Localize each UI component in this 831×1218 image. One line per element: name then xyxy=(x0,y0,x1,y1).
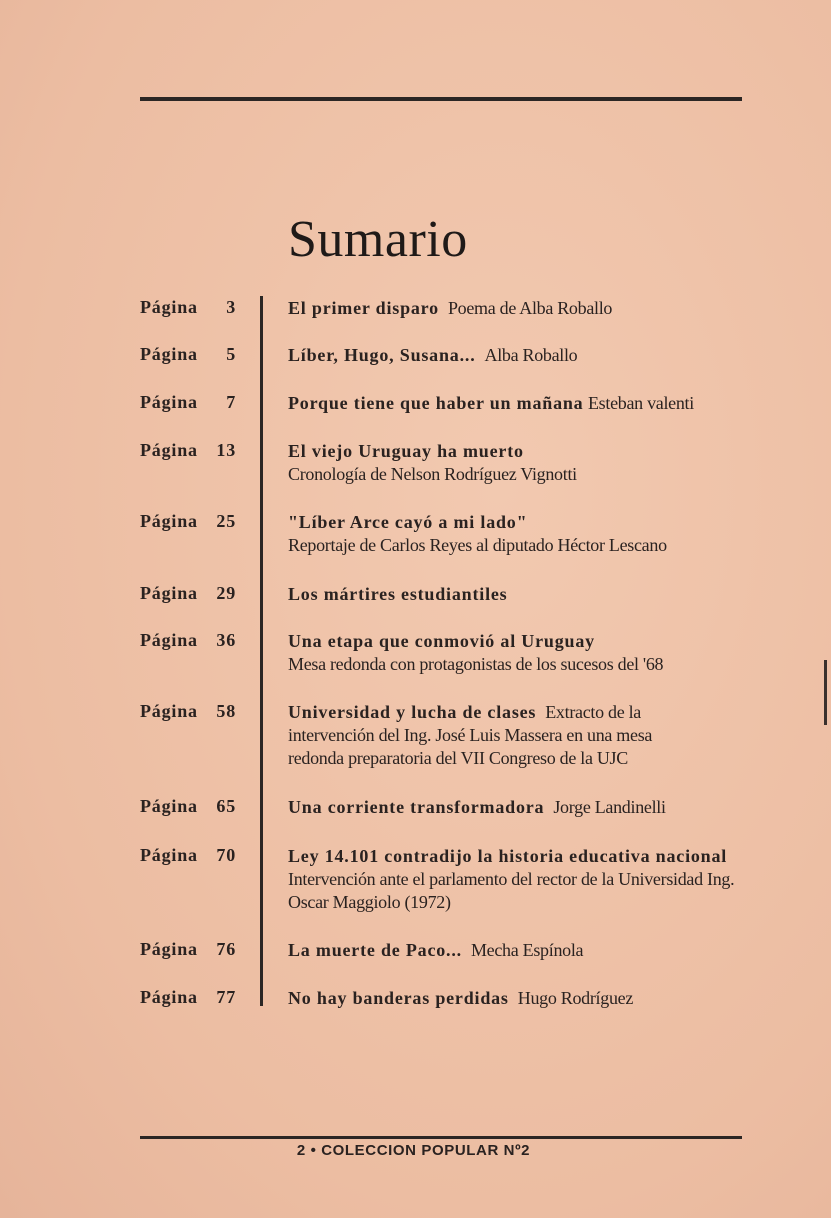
entry-text xyxy=(288,845,750,914)
page-ref: Página 76 xyxy=(140,939,236,959)
page-ref: Página 5 xyxy=(140,344,236,364)
entry-title: Porque tiene que haber un mañana xyxy=(288,393,584,413)
entry-title: La muerte de Paco... xyxy=(288,940,462,960)
entry-text xyxy=(288,440,758,486)
entry-text xyxy=(288,701,708,770)
page-ref: Página 7 xyxy=(140,392,236,412)
entry-title: Líber, Hugo, Susana... xyxy=(288,345,476,365)
entry-author: Reportaje de Carlos Reyes al diputado Héctor Lescano xyxy=(288,535,667,555)
entry-title: Ley 14.101 contradijo la historia educativa nacional xyxy=(288,846,728,866)
entry-text xyxy=(288,344,758,367)
page-ref: Página 13 xyxy=(140,440,236,460)
entry-author: Jorge Landinelli xyxy=(553,797,666,817)
page-ref: Página 29 xyxy=(140,583,236,603)
page-ref: Página 58 xyxy=(140,701,236,721)
top-rule xyxy=(140,97,742,101)
page-footer xyxy=(0,1142,831,1159)
entry-author: Cronología de Nelson Rodríguez Vignotti xyxy=(288,464,577,484)
page-edge-mark xyxy=(824,660,827,725)
footer-text: 2 • COLECCION POPULAR Nº2 xyxy=(296,1142,531,1159)
entry-author: Mecha Espínola xyxy=(470,940,584,960)
page-ref: Página 36 xyxy=(140,630,236,650)
page-title: Sumario xyxy=(288,211,468,268)
entry-text xyxy=(288,939,758,962)
page-ref: Página 65 xyxy=(140,796,236,816)
entry-title: El primer disparo xyxy=(288,298,439,318)
entry-title: Los mártires estudiantiles xyxy=(288,584,508,604)
entry-text xyxy=(288,583,758,606)
entry-title: Una corriente transformadora xyxy=(288,797,545,817)
page-ref: Página 25 xyxy=(140,511,236,531)
entry-text xyxy=(288,392,758,415)
entry-author: Extracto de la intervención del Ing. José Luis Massera en una mesa redonda preparatoria del VII Congreso de la UJC xyxy=(288,702,653,768)
entry-text xyxy=(288,511,758,557)
entry-author: Alba Roballo xyxy=(484,345,578,365)
entry-text xyxy=(288,297,758,320)
entry-title: El viejo Uruguay ha muerto xyxy=(288,441,524,461)
page-ref: Página 70 xyxy=(140,845,236,865)
entry-text xyxy=(288,796,758,819)
entry-title: Universidad y lucha de clases xyxy=(288,702,537,722)
entry-title: No hay banderas perdidas xyxy=(288,988,509,1008)
entry-text xyxy=(288,987,758,1010)
page-ref: Página 77 xyxy=(140,987,236,1007)
entry-title: Una etapa que conmovió al Uruguay xyxy=(288,631,595,651)
column-divider xyxy=(260,296,263,1006)
entry-author: Poema de Alba Roballo xyxy=(447,298,613,318)
entry-title: "Líber Arce cayó a mi lado" xyxy=(288,512,528,532)
entry-text xyxy=(288,630,758,676)
entry-author: Intervención ante el parlamento del rector de la Universidad Ing. Oscar Maggiolo (1972) xyxy=(288,869,735,912)
entry-author: Mesa redonda con protagonistas de los sucesos del '68 xyxy=(288,654,664,674)
entry-author: Esteban valenti xyxy=(587,393,694,413)
entry-author: Hugo Rodríguez xyxy=(517,988,634,1008)
page-ref: Página 3 xyxy=(140,297,236,317)
bottom-rule xyxy=(140,1136,742,1139)
